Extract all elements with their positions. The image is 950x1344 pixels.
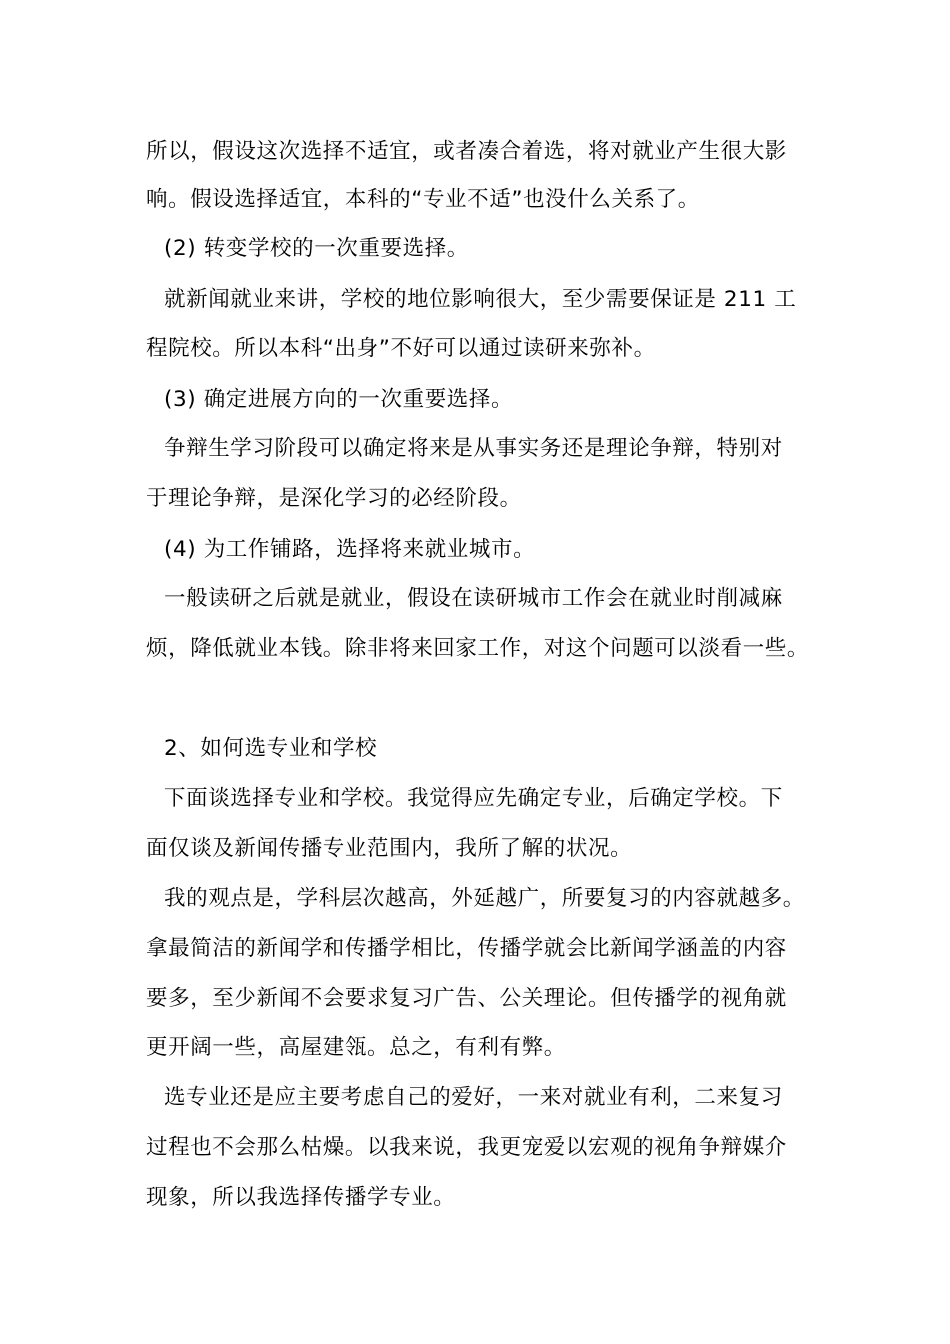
text-line: 所以，假设这次选择不适宜，或者凑合着选，将对就业产生很大影 — [146, 139, 787, 164]
list-item-heading: (3) 确定进展方向的一次重要选择。 — [164, 387, 514, 412]
text-line: 要多，至少新闻不会要求复习广告、公关理论。但传播学的视角就 — [146, 986, 787, 1011]
text-line: 响。假设选择适宜，本科的“专业不适”也没什么关系了。 — [146, 187, 700, 212]
text-line: 程院校。所以本科“出身”不好可以通过读研来弥补。 — [146, 336, 656, 361]
list-item-heading: (4) 为工作铺路，选择将来就业城市。 — [164, 537, 536, 562]
text-line: 我的观点是，学科层次越高，外延越广，所要复习的内容就越多。 — [164, 886, 805, 911]
text-line: 烦，降低就业本钱。除非将来回家工作，对这个问题可以淡看一些。 — [146, 636, 810, 661]
text-line: 下面谈选择专业和学校。我觉得应先确定专业，后确定学校。下 — [164, 786, 783, 811]
list-item-heading: (2) 转变学校的一次重要选择。 — [164, 236, 469, 261]
section-heading: 2、如何选专业和学校 — [164, 736, 378, 761]
text-line: 选专业还是应主要考虑自己的爱好，一来对就业有利，二来复习 — [164, 1085, 783, 1110]
text-line: 就新闻就业来讲，学校的地位影响很大，至少需要保证是 211 工 — [164, 287, 797, 312]
text-line: 争辩生学习阶段可以确定将来是从事实务还是理论争辩，特别对 — [164, 436, 783, 461]
text-line: 现象，所以我选择传播学专业。 — [146, 1185, 456, 1210]
text-line: 一般读研之后就是就业，假设在读研城市工作会在就业时削减麻 — [164, 586, 783, 611]
text-line: 过程也不会那么枯燥。以我来说，我更宠爱以宏观的视角争辩媒介 — [146, 1135, 787, 1160]
text-line: 更开阔一些，高屋建瓴。总之，有利有弊。 — [146, 1035, 566, 1060]
text-line: 面仅谈及新闻传播专业范围内，我所了解的状况。 — [146, 836, 633, 861]
text-line: 拿最简洁的新闻学和传播学相比，传播学就会比新闻学涵盖的内容 — [146, 936, 787, 961]
text-line: 于理论争辩，是深化学习的必经阶段。 — [146, 486, 522, 511]
